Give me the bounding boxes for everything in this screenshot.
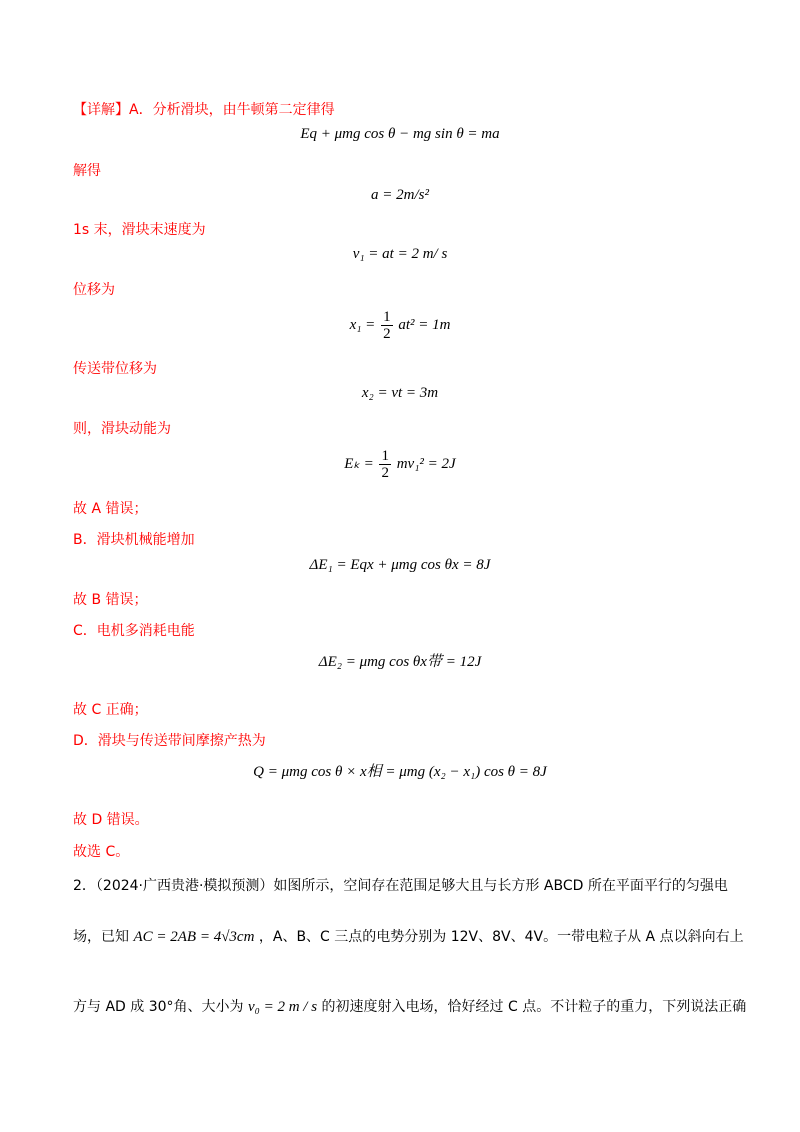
equation-velocity: v₁ = at = 2 m/ s (352, 246, 448, 262)
equation-mechanical-energy: ΔE₁ = Eqx + μmg cos θx = 8J (309, 557, 491, 573)
equation-belt-displacement: x₂ = vt = 3m (361, 385, 439, 401)
belt-displacement-label: 传送带位移为 (73, 361, 157, 377)
question-2-math-v0: v₀ = 2 m / s (247, 999, 318, 1015)
equation-friction-heat: Q = μmg cos θ × x相 = μmg (x₂ − x₁) cos θ = 8J (253, 764, 547, 780)
fraction-half-2: $\frac{1}{2}$ (381, 448, 389, 481)
solve-label: 解得 (73, 163, 101, 179)
conclusion-d: 故 D 错误。 (73, 812, 149, 828)
solution-part-c: C．电机多消耗电能 (73, 623, 195, 639)
question-2-line-3: 方与 AD 成 30°角、大小为 v₀ = 2 m / s 的初速度射入电场，恰好经过 C 点。不计粒子的重力，下列说法正确 (73, 999, 747, 1015)
solution-part-a-intro: 【详解】A．分析滑块，由牛顿第二定律得 (73, 102, 335, 118)
question-2-line-1: 2．（2024·广西贵港·模拟预测）如图所示，空间存在范围足够大且与长方形 ABCD 所在平面平行的匀强电 (73, 878, 728, 894)
question-2-line-2: 场，已知 AC = 2AB = 4√3cm ，A、B、C 三点的电势分别为 12V、8V、4V。一带电粒子从 A 点以斜向右上 (73, 929, 744, 945)
equation-acceleration: a = 2m/s² (371, 187, 429, 203)
conclusion-c: 故 C 正确； (73, 702, 148, 718)
kinetic-energy-label: 则，滑块动能为 (73, 421, 171, 437)
displacement-label: 位移为 (73, 282, 115, 298)
end-of-1s-label: 1s 末，滑块末速度为 (73, 222, 206, 238)
equation-electric-energy: ΔE₂ = μmg cos θx带 = 12J (318, 654, 482, 670)
conclusion-b: 故 B 错误； (73, 592, 148, 608)
equation-kinetic-energy: Eₖ = $\frac{1}{2}$ mv₁² = 2J (344, 448, 456, 481)
final-answer: 故选 C。 (73, 844, 130, 860)
equation-displacement: x₁ = $\frac{1}{2}$ at² = 1m (349, 309, 451, 342)
conclusion-a: 故 A 错误； (73, 501, 148, 517)
question-2-math-ac: AC = 2AB = 4√3cm (133, 929, 255, 945)
detail-heading: 【详解】 (73, 102, 129, 118)
equation-newton-second-law: Eq + μmg cos θ − mg sin θ = ma (300, 126, 500, 142)
fraction-half: $\frac{1}{2}$ (383, 309, 391, 342)
solution-part-d: D．滑块与传送带间摩擦产热为 (73, 733, 266, 749)
solution-part-b: B．滑块机械能增加 (73, 532, 195, 548)
